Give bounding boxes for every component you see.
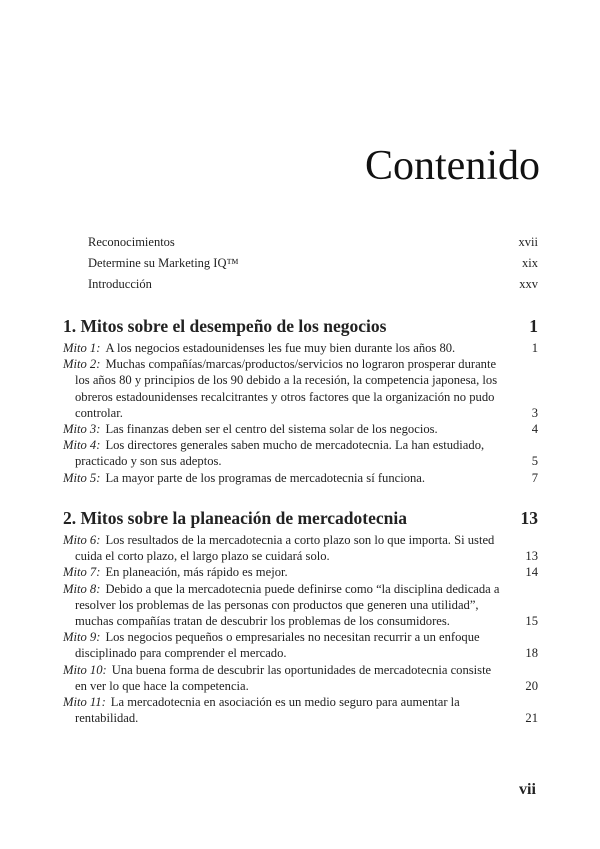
myth-entry (63, 356, 538, 421)
myth-text: Las finanzas deben ser el centro del sistema solar de los negocios. (105, 422, 438, 437)
myth-page: 15 (525, 614, 538, 629)
page-title: Contenido (365, 143, 540, 189)
myth-entry (63, 629, 538, 661)
myth-text: Los resultados de la mercadotecnia a corto plazo son lo que importa. Si usted cuida el corto plazo, el largo plazo se cuidará solo. (75, 533, 495, 564)
myth-text: Una buena forma de descubrir las oportunidades de mercadotecnia consiste en ver lo que hace la competencia. (75, 662, 492, 693)
chapter-page: 1 (529, 316, 538, 336)
myth-entry (63, 694, 538, 726)
myth-entry (63, 340, 538, 356)
myth-label: Mito 8: (63, 581, 101, 596)
myth-page: 7 (531, 470, 538, 485)
chapter-heading (63, 316, 538, 340)
myth-page: 21 (525, 711, 538, 726)
myth-entry (63, 421, 538, 437)
myth-page: 18 (525, 646, 538, 661)
myth-text: Los directores generales saben mucho de mercadotecnia. La han estudiado, practicado y son sus adeptos. (75, 438, 485, 469)
myth-label: Mito 4: (63, 438, 101, 453)
myth-entry (63, 662, 538, 694)
chapter-heading (63, 508, 538, 532)
toc-entry (88, 255, 538, 276)
toc-entry-page: xxv (519, 277, 538, 291)
myth-page: 3 (531, 405, 538, 420)
chapter-1 (63, 316, 538, 486)
myth-label: Mito 9: (63, 630, 101, 645)
myth-entry (63, 470, 538, 486)
myth-text: Debido a que la mercadotecnia puede definirse como “la disciplina dedicada a resolver los problemas de las personas con productos que generen una utilidad”, muchas compañías tratan de descubrir los problemas de los consumidores. (75, 581, 500, 629)
myth-text: La mercadotecnia en asociación es un medio seguro para aumentar la rentabilidad. (75, 695, 460, 726)
toc-entry-page: xix (522, 256, 538, 270)
myth-page: 4 (531, 422, 538, 437)
myth-text: A los negocios estadounidenses les fue muy bien durante los años 80. (105, 341, 456, 355)
toc-entry (88, 276, 538, 297)
toc-entry (88, 234, 538, 255)
front-matter-list (88, 234, 538, 297)
toc-entry-page: xvii (518, 235, 538, 249)
myth-page: 5 (531, 454, 538, 469)
myth-page: 20 (525, 678, 538, 693)
myth-label: Mito 3: (63, 422, 101, 437)
myth-label: Mito 5: (63, 470, 101, 485)
myth-label: Mito 10: (63, 662, 107, 677)
myth-entry (63, 437, 538, 469)
myth-label: Mito 7: (63, 565, 101, 580)
myth-text: En planeación, más rápido es mejor. (105, 565, 288, 580)
chapter-title: 2. Mitos sobre la planeación de mercadotecnia (63, 508, 407, 528)
myth-label: Mito 6: (63, 533, 101, 547)
myth-text: La mayor parte de los programas de mercadotecnia sí funciona. (105, 470, 426, 485)
toc-entry-label: Introducción (88, 277, 152, 291)
myth-page: 13 (525, 549, 538, 564)
myth-text: Los negocios pequeños o empresariales no necesitan recurrir a un enfoque disciplinado para comprender el mercado. (75, 630, 480, 661)
toc-entry-label: Determine su Marketing IQ™ (88, 256, 239, 270)
myth-label: Mito 2: (63, 357, 101, 372)
myth-text: Muchas compañías/marcas/productos/servicios no lograron prosperar durante los años 80 y principios de los 90 debido a la recesión, la competencia japonesa, los obreros estadounidenses recalcitrantes y otros factores que la organización no pudo controlar. (75, 357, 498, 420)
myth-label: Mito 11: (63, 695, 106, 710)
chapter-2 (63, 508, 538, 726)
myth-entry (63, 581, 538, 630)
toc-entry-label: Reconocimientos (88, 235, 175, 249)
page-number: vii (519, 781, 536, 798)
chapter-page: 13 (520, 508, 538, 528)
chapter-title: 1. Mitos sobre el desempeño de los negocios (63, 316, 387, 336)
myth-label: Mito 1: (63, 341, 101, 355)
myth-entry (63, 532, 538, 564)
myth-page: 14 (525, 565, 538, 580)
myth-entry (63, 564, 538, 580)
myth-page: 1 (531, 341, 538, 355)
